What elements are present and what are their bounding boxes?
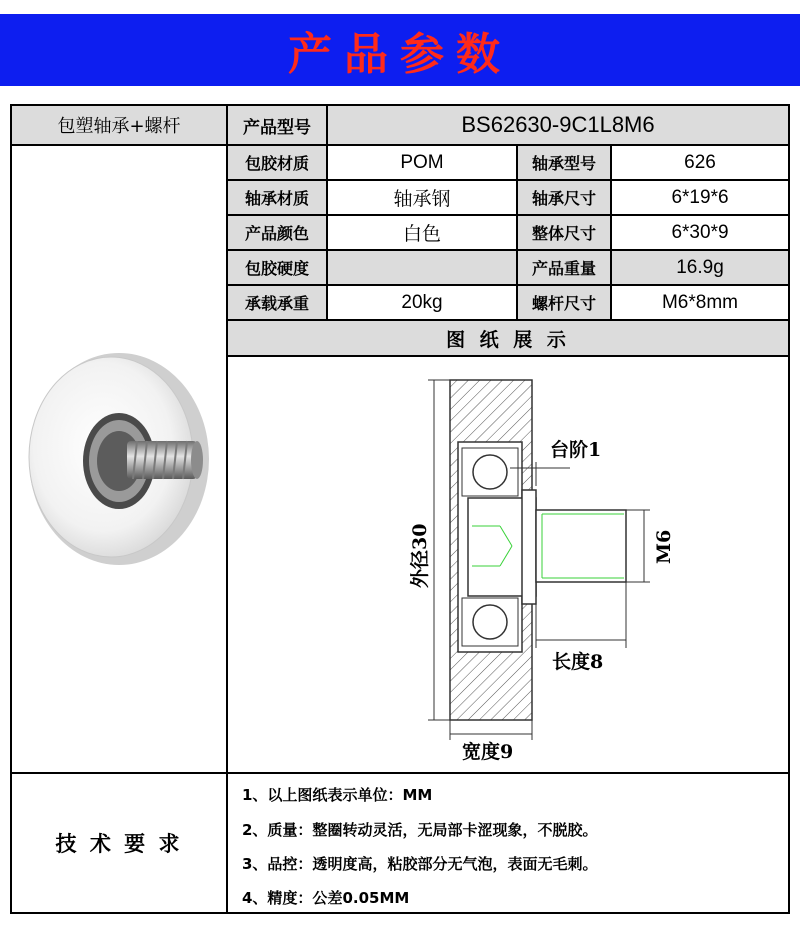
spec-label: 包胶硬度 <box>228 251 328 286</box>
spec-label: 承载承重 <box>228 286 328 321</box>
width-label: 宽度9 <box>462 741 514 763</box>
outer-diameter-label: 外径30 <box>409 523 431 588</box>
spec-value: 20kg <box>328 286 518 321</box>
spec-label: 产品重量 <box>518 251 612 286</box>
spec-value: M6*8mm <box>612 286 788 321</box>
requirement-item: 2、质量：整圈转动灵活，无局部卡涩现象，不脱胶。 <box>242 821 598 839</box>
product-category-cell: 包塑轴承+螺杆 <box>12 106 228 146</box>
spec-value: 6*19*6 <box>612 181 788 216</box>
product-photo <box>19 329 219 589</box>
length-label: 长度8 <box>552 651 604 673</box>
requirement-item: 3、品控：透明度高，粘胶部分无气泡，表面无毛刺。 <box>242 855 598 873</box>
thread-label: M6 <box>653 529 675 564</box>
drawing-section-title: 图 纸 展 示 <box>228 321 788 357</box>
product-image-cell <box>12 146 228 774</box>
spec-label: 整体尺寸 <box>518 216 612 251</box>
spec-label: 包胶材质 <box>228 146 328 181</box>
spec-value: 16.9g <box>612 251 788 286</box>
spec-value: 轴承钢 <box>328 181 518 216</box>
spec-label: 产品颜色 <box>228 216 328 251</box>
spec-label: 轴承尺寸 <box>518 181 612 216</box>
spec-label: 轴承型号 <box>518 146 612 181</box>
spec-label: 螺杆尺寸 <box>518 286 612 321</box>
technical-drawing <box>230 358 786 771</box>
step-dimension-label: 台阶1 <box>550 439 602 461</box>
spec-value <box>328 251 518 286</box>
banner-title: 产品参数 <box>288 29 512 80</box>
model-value-cell: BS62630-9C1L8M6 <box>328 106 788 146</box>
spec-value: 白色 <box>328 216 518 251</box>
requirements-title: 技 术 要 求 <box>12 774 228 912</box>
spec-label: 轴承材质 <box>228 181 328 216</box>
technical-drawing-cell <box>228 357 788 774</box>
spec-value: POM <box>328 146 518 181</box>
title-banner <box>0 14 800 86</box>
spec-value: 6*30*9 <box>612 216 788 251</box>
model-label-cell: 产品型号 <box>228 106 328 146</box>
spec-value: 626 <box>612 146 788 181</box>
requirement-item: 4、精度：公差0.05MM <box>242 889 410 907</box>
requirement-item: 1、以上图纸表示单位：MM <box>242 786 433 804</box>
